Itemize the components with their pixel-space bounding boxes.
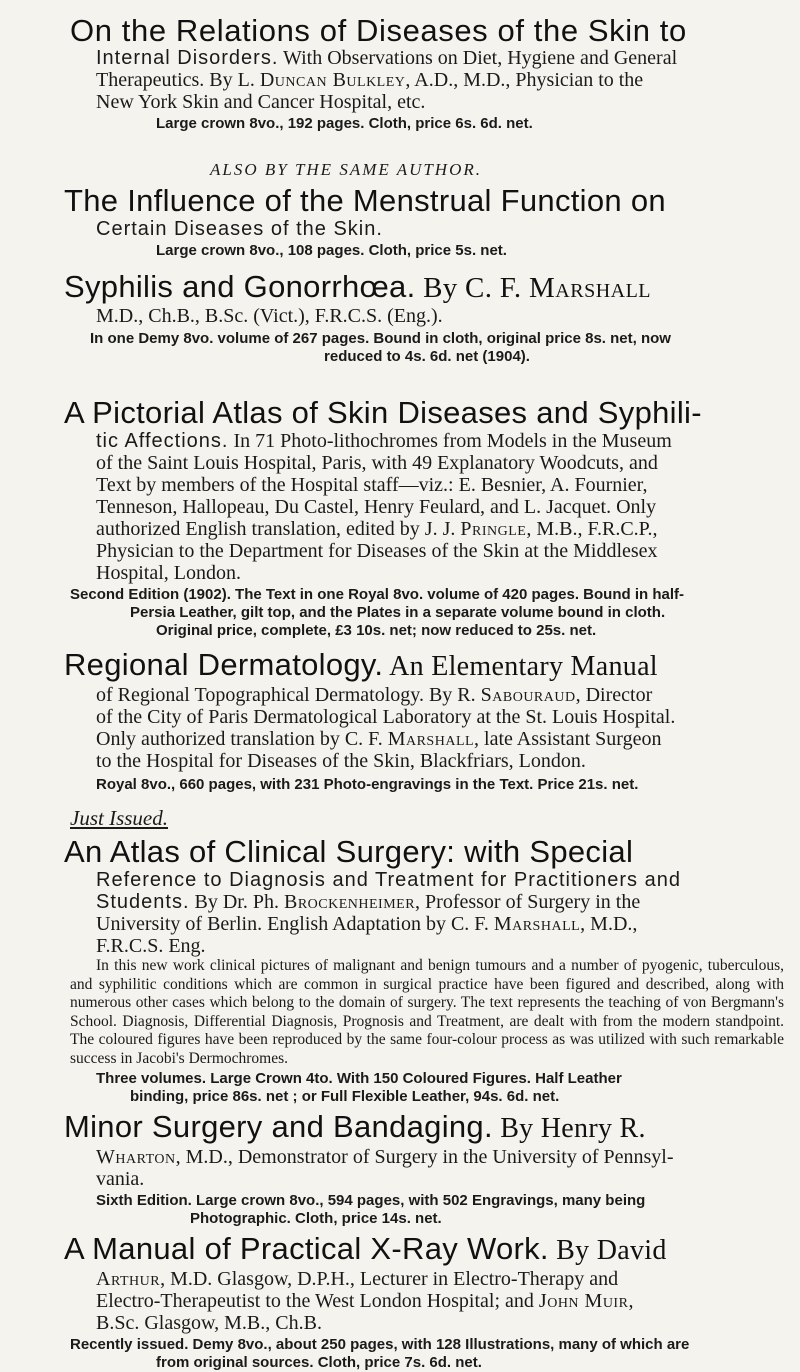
- book-description: of the City of Paris Dermatological Laboratory at the St. Louis Hospital.: [96, 706, 676, 728]
- price-line: Recently issued. Demy 8vo., about 250 pages, with 128 Illustrations, many of which are: [70, 1336, 690, 1353]
- book-title-continuation: Reference to Diagnosis and Treatment for Practitioners and: [96, 869, 681, 891]
- author-name: Brockenheimer: [283, 891, 416, 913]
- book-description: In 71 Photo-lithochromes from Models in the Museum: [228, 430, 672, 452]
- book-description: of the Saint Louis Hospital, Paris, with 49 Explanatory Woodcuts, and: [96, 452, 658, 474]
- price-line: Sixth Edition. Large crown 8vo., 594 pages, with 502 Engravings, many being: [96, 1192, 646, 1209]
- book-entry-minor-surgery: [64, 1109, 784, 1228]
- book-description: , Director: [575, 684, 653, 706]
- also-by-heading: ALSO BY THE SAME AUTHOR.: [210, 160, 482, 179]
- book-title: The Influence of the Menstrual Function on: [64, 183, 666, 218]
- author-name: Arthur: [96, 1268, 161, 1290]
- book-description: Therapeutics. By L.: [96, 69, 260, 91]
- price-line: Large crown 8vo., 108 pages. Cloth, price 5s. net.: [156, 242, 507, 259]
- book-title: An Atlas of Clinical Surgery: with Special: [64, 834, 634, 869]
- book-description: F.R.C.S. Eng.: [96, 935, 206, 957]
- book-description: Only authorized translation by C. F.: [96, 728, 388, 750]
- price-line: Royal 8vo., 660 pages, with 231 Photo-engravings in the Text. Price 21s. net.: [96, 776, 639, 793]
- book-description: , late Assistant Surgeon: [474, 728, 662, 750]
- book-description: , A.D., M.D., Physician to the: [405, 69, 644, 91]
- price-line: Original price, complete, £3 10s. net; now reduced to 25s. net.: [156, 622, 597, 639]
- book-description: authorized English translation, edited by J. J.: [96, 518, 461, 540]
- book-description: University of Berlin. English Adaptation by C. F.: [96, 913, 494, 935]
- just-issued-label: Just Issued.: [70, 806, 168, 830]
- author-name: Marshall: [529, 272, 652, 304]
- price-line: binding, price 86s. net ; or Full Flexible Leather, 94s. 6d. net.: [130, 1088, 560, 1105]
- book-body-text: In this new work clinical pictures of malignant and benign tumours and a number of pyogenic, tuberculous, and syphilitic conditions which are common in surgical practice have been figured and described, along with numerous other cases which belong to the domain of surgery. The text represents the teaching of von Bergmann's School. Diagnosis, Differential Diagnosis, Prognosis and Treatment, are dealt with from the modern standpoint. The coloured figures have been reproduced by the same four-colour process as was utilized with such remarkable success in Jacobi's Dermochromes.: [70, 957, 784, 1067]
- book-description: , M.D.,: [580, 913, 638, 935]
- author-name: Sabouraud: [480, 684, 576, 706]
- price-line: Three volumes. Large Crown 4to. With 150 Coloured Figures. Half Leather: [96, 1070, 622, 1087]
- author-name: Duncan Bulkley: [259, 69, 406, 91]
- book-description: , M.B., F.R.C.P.,: [526, 518, 658, 540]
- book-description: ,: [628, 1290, 634, 1312]
- book-subtitle: An Elementary Manual: [383, 651, 658, 682]
- book-description: Electro-Therapeutist to the West London Hospital; and: [96, 1290, 539, 1312]
- book-description: to the Hospital for Diseases of the Skin, Blackfriars, London.: [96, 750, 586, 772]
- book-entry-relations-skin-internal: [70, 14, 784, 133]
- author-name: Pringle: [460, 518, 527, 540]
- book-entry-menstrual-function-body: [64, 183, 784, 260]
- author-prefix: By C. F.: [415, 272, 530, 304]
- book-title: Minor Surgery and Bandaging.: [64, 1109, 493, 1144]
- book-entry-regional-dermatology: [64, 647, 784, 794]
- price-line: Large crown 8vo., 192 pages. Cloth, price 6s. 6d. net.: [156, 115, 533, 132]
- book-title: A Manual of Practical X-Ray Work.: [64, 1231, 549, 1266]
- book-description: New York Skin and Cancer Hospital, etc.: [96, 91, 426, 113]
- author-name: John Muir: [538, 1290, 629, 1312]
- book-description: Text by members of the Hospital staff—viz.: E. Besnier, A. Fournier,: [96, 474, 648, 496]
- book-entry-xray-manual: [64, 1231, 784, 1372]
- book-description: , Professor of Surgery in the: [415, 891, 641, 913]
- book-description: By Dr. Ph.: [189, 891, 284, 913]
- price-line: In one Demy 8vo. volume of 267 pages. Bound in cloth, original price 8s. net, now: [90, 330, 671, 347]
- author-prefix: By David: [548, 1235, 667, 1266]
- book-description: of Regional Topographical Dermatology. By R.: [96, 684, 481, 706]
- book-title-continuation: tic Affections.: [96, 430, 229, 452]
- book-description: With Observations on Diet, Hygiene and General: [278, 47, 678, 69]
- book-description: B.Sc. Glasgow, M.B., Ch.B.: [96, 1312, 322, 1334]
- book-title-continuation: Certain Diseases of the Skin.: [96, 218, 383, 240]
- book-description: Tenneson, Hallopeau, Du Castel, Henry Feulard, and L. Jacquet. Only: [96, 496, 657, 518]
- author-name: Wharton: [96, 1146, 176, 1168]
- price-line: reduced to 4s. 6d. net (1904).: [324, 348, 530, 365]
- book-title-continuation: Students.: [96, 891, 190, 913]
- price-line: Photographic. Cloth, price 14s. net.: [190, 1210, 442, 1227]
- author-credentials: M.D., Ch.B., B.Sc. (Vict.), F.R.C.S. (Eng.).: [96, 305, 443, 327]
- book-description: Hospital, London.: [96, 562, 241, 584]
- book-title: A Pictorial Atlas of Skin Diseases and Syphili-: [64, 395, 702, 430]
- price-line: Second Edition (1902). The Text in one Royal 8vo. volume of 420 pages. Bound in half-: [70, 586, 684, 603]
- author-name: Marshall: [493, 913, 581, 935]
- book-description: , M.D. Glasgow, D.P.H., Lecturer in Electro-Therapy and: [160, 1268, 619, 1290]
- book-entry-atlas-clinical-surgery: [64, 806, 784, 1106]
- book-description: vania.: [96, 1168, 145, 1190]
- book-entry-syphilis-gonorrhoea: [64, 269, 784, 366]
- book-description: , M.D., Demonstrator of Surgery in the University of Pennsyl-: [175, 1146, 674, 1168]
- book-title: On the Relations of Diseases of the Skin to: [70, 13, 687, 48]
- author-prefix: By Henry R.: [492, 1113, 646, 1144]
- book-entry-pictorial-atlas: [64, 395, 784, 640]
- book-title: Syphilis and Gonorrhœa.: [64, 269, 416, 304]
- book-title-continuation: Internal Disorders.: [96, 47, 279, 69]
- book-description: Physician to the Department for Diseases of the Skin at the Middlesex: [96, 540, 658, 562]
- author-name: Marshall: [387, 728, 475, 750]
- price-line: from original sources. Cloth, price 7s. 6d. net.: [156, 1354, 482, 1371]
- price-line: Persia Leather, gilt top, and the Plates in a separate volume bound in cloth.: [130, 604, 666, 621]
- book-entry-menstrual-function: [70, 160, 784, 180]
- book-title: Regional Dermatology.: [64, 647, 384, 682]
